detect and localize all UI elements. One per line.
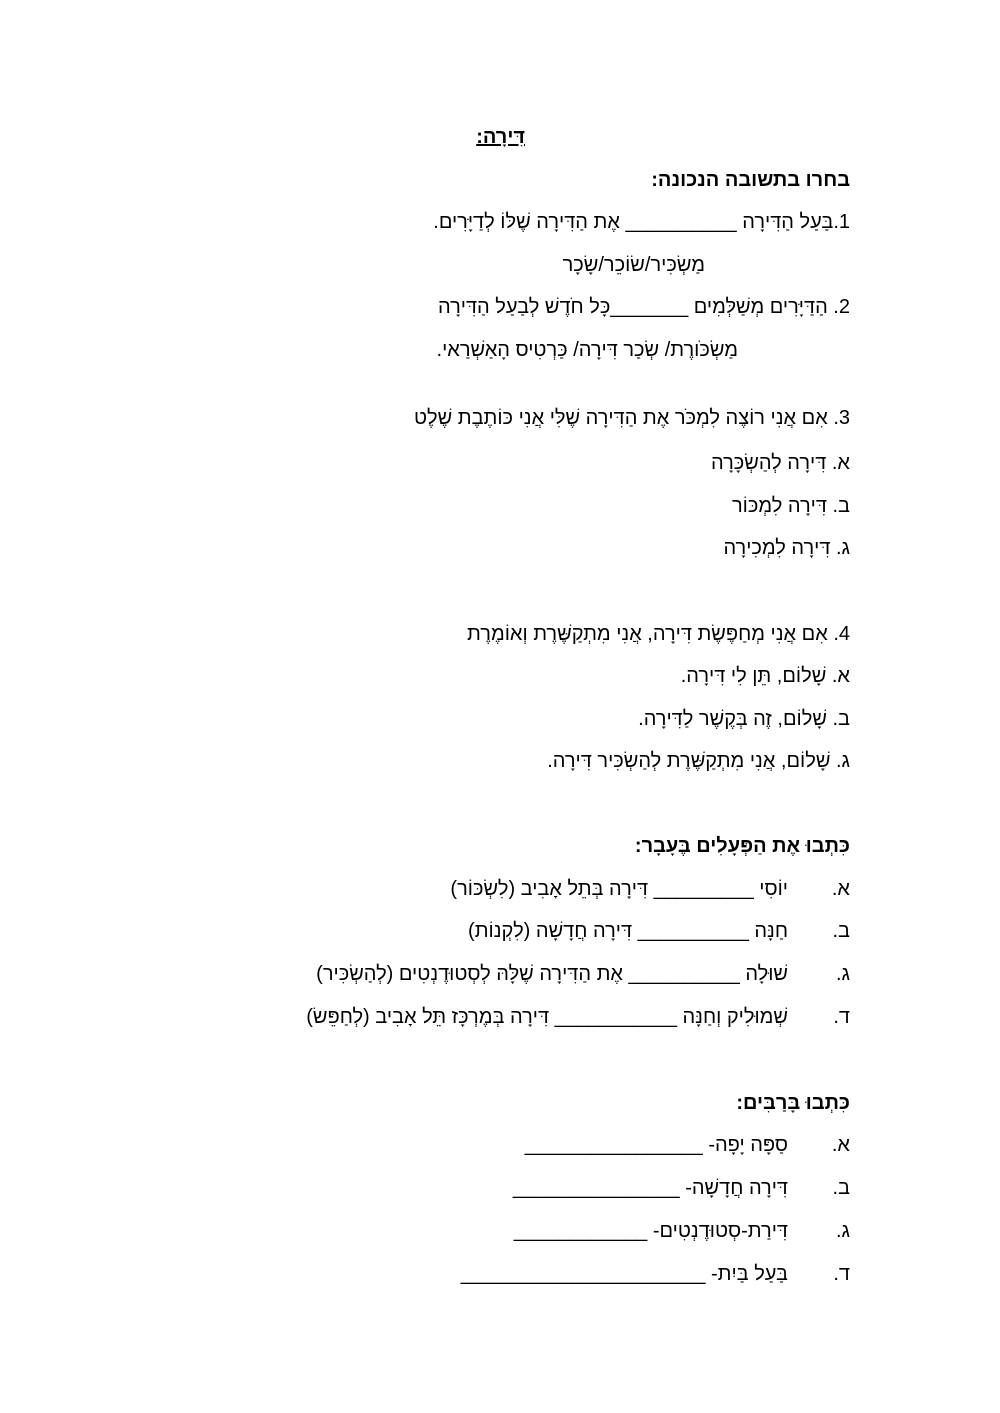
section3-item: דִּירָה חֲדָשָׁה- _______________ — [512, 1177, 788, 1199]
section2-item: חַנָּה __________ דִּירָה חֲדָשָׁה (לִקְנוֹת) — [468, 920, 788, 942]
section3-item: דִּירַת-סְטוּדֶנְטִים- ____________ — [513, 1220, 788, 1242]
question-3: 3. אִם אֲנִי רוֹצֶה לִמְכֹּר אֶת הַדִּירָה שֶׁלִּי אֲנִי כּוֹתֶבֶת שֶׁלֶט — [413, 407, 850, 429]
question-4: 4. אִם אֲנִי מְחַפֶּשֶׂת דִּירָה, אֲנִי מִתְקַשֶּׁרֶת וְאוֹמֶרֶת — [467, 623, 850, 645]
section2-item-letter: ד. — [833, 1006, 850, 1028]
question-1: 1.בַּעַל הַדִּירָה __________ אֶת הַדִּירָה שֶׁלּוֹ לְדַיָּרִים. — [433, 211, 850, 233]
section2-item: יוֹסִי _________ דִּירָה בְּתֵל אָבִיב (לִשְׂכּוֹר) — [450, 878, 788, 900]
question-2-options: מַשְׂכֹּורֶת/ שְׂכַר דִּירָה/ כַּרְטִיס הָאַשְׁרַאי. — [436, 339, 738, 361]
section2-item-letter: ב. — [832, 920, 850, 942]
section3-item-letter: ג. — [835, 1220, 850, 1242]
section1-heading: בחרו בתשובה הנכונה: — [651, 169, 850, 191]
question-3-option-b: ב. דִּירָה לִמְכּוֹר — [732, 495, 850, 517]
section3-item-letter: ד. — [833, 1263, 850, 1285]
section3-item-letter: ב. — [832, 1177, 850, 1199]
question-4-option-b: ב. שָׁלוֹם, זֶה בְּקֶשֶׁר לַדִּירָה. — [638, 708, 850, 730]
section3-item: סַפָּה יָפָה- ________________ — [524, 1134, 788, 1156]
page-title: דִּירָה: — [476, 126, 525, 148]
section3-item-letter: א. — [831, 1134, 850, 1156]
section3-heading: כִּתְבוּ בָּרַבִּים: — [736, 1092, 850, 1114]
section2-item: שׁוּלָה __________ אֶת הַדִּירָה שֶׁלָּהּ לְסְטוּדֶנְטִים (לְהַשְׂכִּיר) — [316, 963, 788, 985]
question-3-option-c: ג. דִּירָה לִמְכִירָה — [723, 537, 850, 559]
section2-item-letter: א. — [831, 878, 850, 900]
question-4-option-a: א. שָׁלוֹם, תֵּן לִי דִּירָה. — [680, 665, 850, 687]
section2-item: שְׁמוּלִיק וְחַנָּה ___________ דִּירָה בְּמֶרְכָּז תֵּל אָבִיב (לְחַפֵּשׂ) — [306, 1006, 788, 1028]
section2-item-letter: ג. — [835, 963, 850, 985]
question-1-options: מַשְׂכִּיר/שׂוֹכֵר/שָׂכָר — [562, 254, 705, 276]
question-4-option-c: ג. שָׁלוֹם, אֲנִי מִתְקַשֶּׁרֶת לְהַשְׂכִּיר דִּירָה. — [547, 750, 850, 772]
section2-heading: כִּתְבוּ אֶת הַפְּעָלִים בֶּעָבָר: — [634, 835, 850, 857]
question-2: 2. הַדַּיָּרִים מְשַׁלְּמִים _______כָּל חֹדֶשׁ לְבַעַל הַדִּירָה — [438, 296, 850, 318]
section3-item: בַּעַל בַּיִת- ______________________ — [460, 1263, 788, 1285]
question-3-option-a: א. דִּירָה לְהַשְׂכָּרָה — [710, 452, 850, 474]
